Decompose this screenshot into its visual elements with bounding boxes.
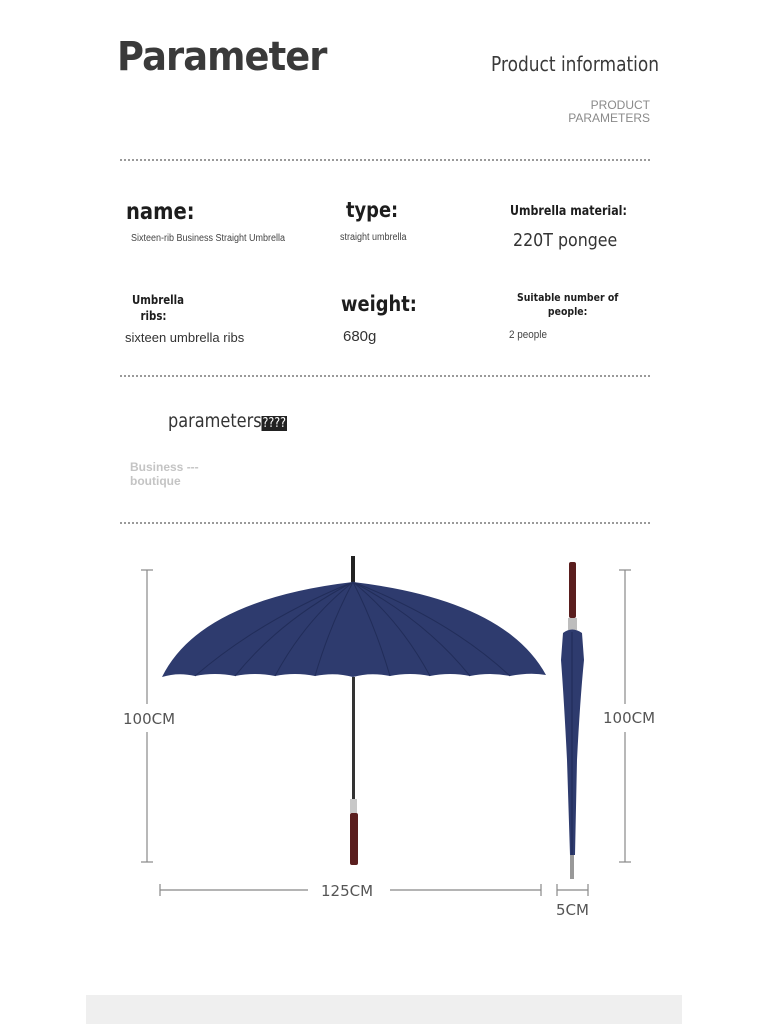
people-label-line2: people:	[547, 305, 588, 318]
product-information-heading: Product information	[491, 52, 660, 76]
people-value: 2 people	[509, 329, 547, 341]
weight-value: 680g	[343, 328, 377, 345]
name-label: name:	[126, 199, 195, 225]
parameters-label: parameters	[168, 410, 262, 432]
page-title: Parameter	[117, 34, 327, 80]
height-label-right: 100CM	[603, 709, 656, 727]
boutique-line2: boutique	[130, 474, 181, 488]
closed-width-dimension-line	[557, 884, 588, 896]
product-parameters-line1: PRODUCT	[590, 98, 650, 112]
type-value: straight umbrella	[340, 232, 407, 243]
ribs-label-line1: Umbrella	[132, 293, 185, 307]
width-label-closed: 5CM	[556, 901, 589, 919]
garbled-glyphs: ????	[262, 416, 287, 431]
name-value: Sixteen-rib Business Straight Umbrella	[131, 233, 286, 244]
material-label: Umbrella material:	[510, 204, 627, 219]
product-parameters-line2: PARAMETERS	[568, 111, 650, 125]
type-label: type:	[346, 198, 399, 222]
ribs-value: sixteen umbrella ribs	[125, 330, 245, 345]
boutique-line1: Business ---	[130, 460, 199, 474]
weight-label: weight:	[341, 292, 417, 316]
ribs-label-line2: ribs:	[140, 309, 167, 323]
height-label-left: 100CM	[123, 710, 176, 728]
footer-bar	[86, 995, 682, 1024]
closed-umbrella	[561, 562, 584, 879]
width-label-open: 125CM	[321, 882, 374, 900]
open-umbrella	[162, 556, 546, 865]
material-value: 220T pongee	[513, 230, 618, 251]
people-label-line1: Suitable number of	[517, 291, 619, 304]
